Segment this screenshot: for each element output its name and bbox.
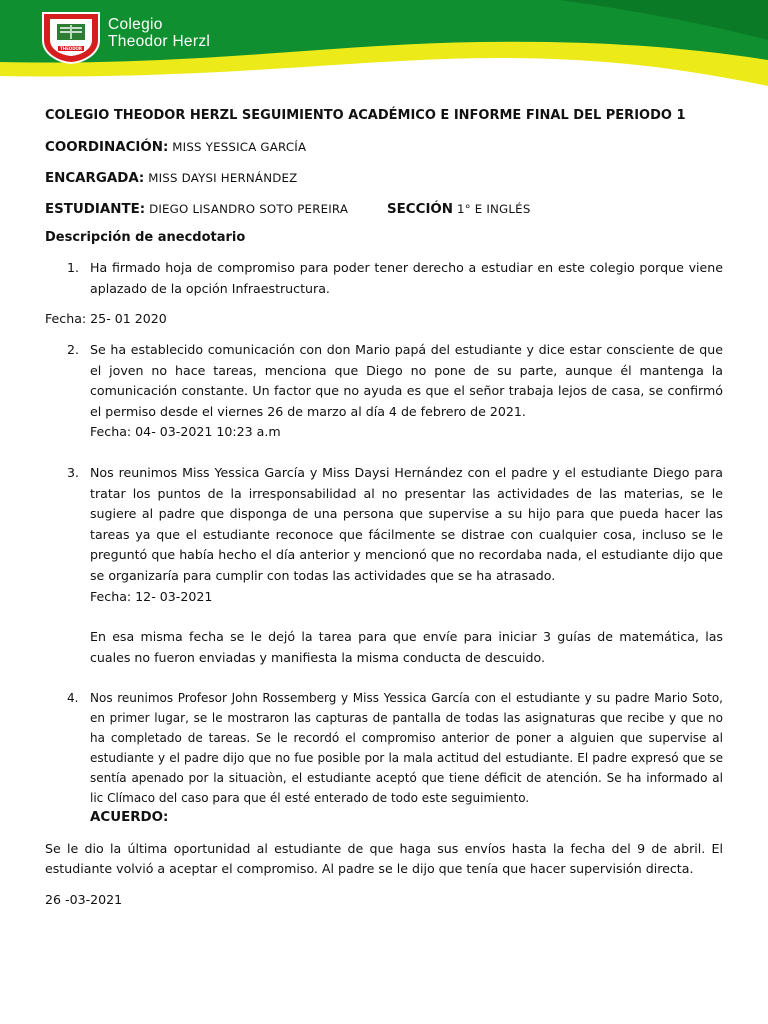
item-number: 2. [67, 341, 80, 357]
seccion-field [387, 199, 531, 221]
coordinacion-row [45, 137, 723, 158]
anecdote-list-continued [45, 340, 723, 808]
fecha-item1: Fecha: 25- 01 2020 [45, 311, 167, 327]
estudiante-row [45, 199, 723, 220]
item-text: Nos reunimos Miss Yessica García y Miss Daysi Hernández con el padre y el estudiante Diego para tratar los puntos de la irresponsabilidad al no presentar las actividades de las materias, se le sugiere al padre que disponga de una persona que supervise a su hijo para que pueda hacer las tareas ya que el estudiante reconoce que fácilmente se distrae con cualquier cosa, incluso se le preguntó que había hecho el día anterior y mencionó que no recordaba nada, el estudiante dijo que se organizaría para cumplir con todas las actividades que se ha atrasado. [90, 464, 723, 583]
list-item [45, 688, 723, 808]
banner-graphic [0, 0, 768, 100]
coordinacion-label: COORDINACIÓN: [45, 139, 169, 155]
item-text: Ha firmado hoja de compromiso para poder tener derecho a estudiar en este colegio porque viene aplazado de la opción Infraestructura. [90, 260, 723, 296]
item-text: Nos reunimos Profesor John Rossemberg y Miss Yessica García con el estudiante y su padre Mario Soto, en primer lugar, se le mostraron las capturas de pantalla de todas las asignaturas que recibe y que no ha completado de tareas. Se le recordó el compromiso anterior de poner a alguien que supervise al estudiante y el padre dijo que no fue posible por la mala actitud del estudiante. El padre expresó que se sentía apenado por la situaciòn, el estudiante aceptó que tiene déficit de atención. Se ha informado al lic Clímaco del caso para que él esté enterado de todo este seguimiento. [90, 691, 723, 806]
list-item [45, 463, 723, 668]
encargada-value: MISS DAYSI HERNÁNDEZ [148, 170, 298, 185]
item-text: Se ha establecido comunicación con don Mario papá del estudiante y dice estar consciente de que el joven no hace tareas, menciona que Diego no pone de su parte, aunque él mantenga la comunicación constante. Un factor que no ayuda es que el señor trabaja lejos de casa, se confirmó el permiso desde el viernes 26 de marzo al día 4 de febrero de 2021. [90, 341, 723, 419]
estudiante-value: DIEGO LISANDRO SOTO PEREIRA [149, 201, 349, 216]
list-item [45, 258, 723, 299]
acuerdo-heading: ACUERDO: [90, 810, 169, 826]
school-crest-logo [40, 10, 102, 64]
school-name-line2: Theodor Herzl [108, 33, 211, 50]
coordinacion-value: MISS YESSICA GARCÍA [172, 139, 307, 154]
item-extra-note: En esa misma fecha se le dejó la tarea para que envíe para iniciar 3 guías de matemática, las cuales no fueron enviadas y manifiesta la misma conducta de descuido. [90, 629, 723, 665]
letterhead-banner [0, 0, 768, 100]
item-date: Fecha: 12- 03-2021 [90, 588, 213, 604]
school-name-line1: Colegio [108, 16, 163, 33]
crest-word: THEODOR [60, 46, 83, 51]
acuerdo-text: Se le dio la última oportunidad al estudiante de que haga sus envíos hasta la fecha del 9 de abril. El estudiante volvió a aceptar el compromiso. Al padre se le dijo que tenía que hacer supervisión directa. [45, 840, 723, 877]
seccion-label: SECCIÓN [387, 201, 454, 217]
encargada-label: ENCARGADA: [45, 170, 145, 186]
item-number: 1. [67, 260, 80, 276]
report-body [45, 106, 723, 911]
report-title: COLEGIO THEODOR HERZL SEGUIMIENTO ACADÉMICO E INFORME FINAL DEL PERIODO 1 [45, 108, 686, 123]
item-date: Fecha: 04- 03-2021 10:23 a.m [90, 424, 281, 440]
encargada-row [45, 168, 723, 189]
seccion-value: 1° E INGLÉS [456, 201, 531, 216]
anecdotario-heading: Descripción de anecdotario [45, 229, 246, 245]
item-number: 4. [67, 691, 79, 706]
anecdote-list [45, 258, 723, 299]
school-name [108, 16, 210, 50]
estudiante-label: ESTUDIANTE: [45, 201, 146, 217]
item-number: 3. [67, 464, 80, 480]
final-date: 26 -03-2021 [45, 892, 123, 908]
list-item [45, 340, 723, 443]
